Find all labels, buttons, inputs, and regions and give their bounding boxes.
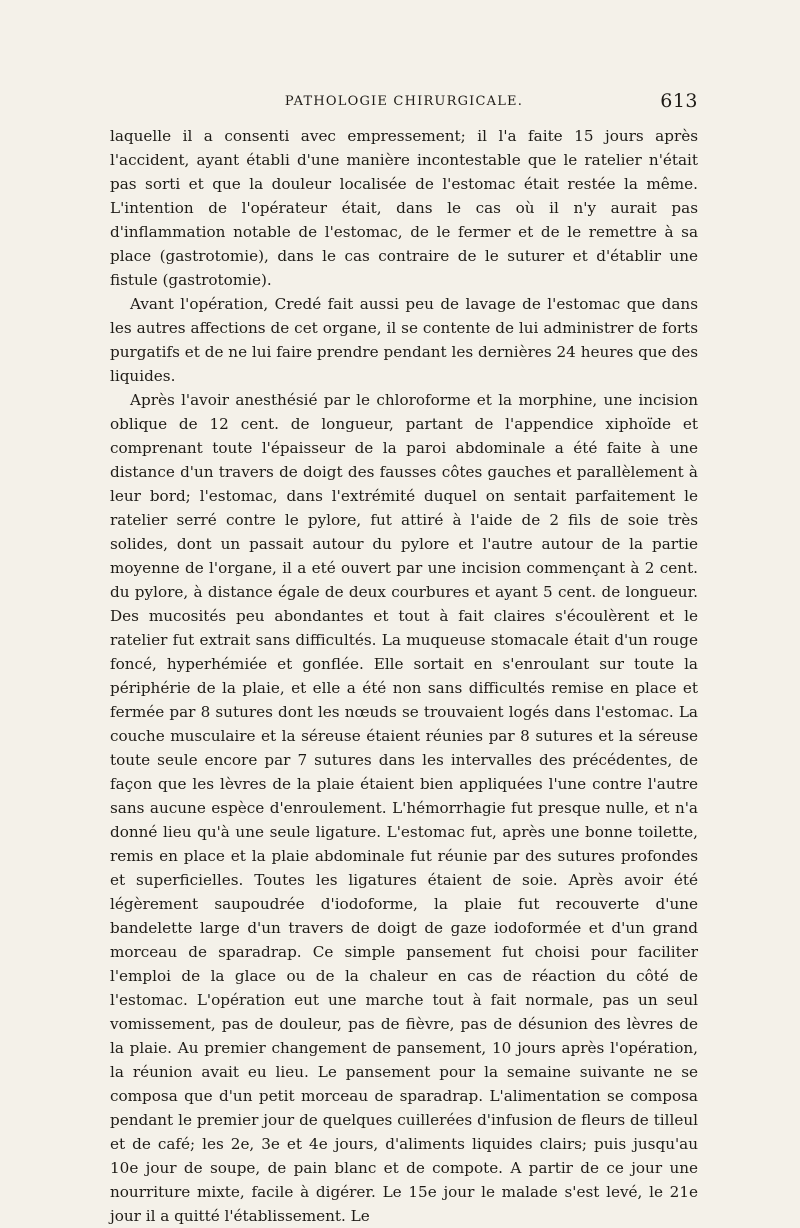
page-number: 613	[660, 90, 698, 112]
running-title: PATHOLOGIE CHIRURGICALE.	[284, 94, 524, 109]
book-page	[110, 92, 698, 1228]
paragraph: Avant l'opération, Credé fait aussi peu de lavage de l'estomac que dans les autres affections de cet organe, il se contente de lui administrer de forts purgatifs et de ne lui faire prendre pendant les dernières 24 heures que des liquides.	[110, 295, 698, 385]
paragraph: Après l'avoir anesthésié par le chloroforme et la morphine, une incision oblique de 12 cent. de longueur, partant de l'appendice xiphoïde et comprenant toute l'épaisseur de la paroi abdominale a été faite à une distance d'un travers de doigt des fausses côtes gauches et parallèlement à leur bord; l'estomac, dans l'extrémité duquel on sentait parfaitement le ratelier serré contre le pylore, fut attiré à l'aide de 2 fils de soie très solides, dont un passait autour du pylore et l'autre autour de la partie moyenne de l'organe, il a eté ouvert par une incision commençant à 2 cent. du pylore, à distance égale de deux courbures et ayant 5 cent. de longueur. Des mucosités peu abondantes et tout à fait claires s'écoulèrent et le ratelier fut extrait sans difficultés. La muqueuse stomacale était d'un rouge foncé, hyperhémiée et gonflée. Elle sortait en s'enroulant sur toute la périphérie de la plaie, et elle a été non sans difficultés remise en place et fermée par 8 sutures dont les nœuds se trouvaient logés dans l'estomac. La couche musculaire et la séreuse étaient réunies par 8 sutures et la séreuse toute seule encore par 7 sutures dans les intervalles des précédentes, de façon que les lèvres de la plaie étaient bien appliquées l'une contre l'autre sans aucune espèce d'enroulement. L'hémorrhagie fut presque nulle, et n'a donné lieu qu'à une seule ligature. L'estomac fut, après une bonne toilette, remis en place et la plaie abdominale fut réunie par des sutures profondes et superficielles. Toutes les ligatures étaient de soie. Après avoir été légèrement saupoudrée d'iodoforme, la plaie fut recouverte d'une bandelette large d'un travers de doigt de gaze iodoformée et d'un grand morceau de sparadrap. Ce simple pansement fut choisi pour faciliter l'emploi de la glace ou de la chaleur en cas de réaction du côté de l'estomac. L'opération eut une marche tout à fait normale, pas un seul vomissement, pas de douleur, pas de fièvre, pas de désunion des lèvres de la plaie. Au premier changement de pansement, 10 jours après l'opération, la réunion avait eu lieu. Le pansement pour la semaine suivante ne se composa que d'un petit morceau de sparadrap. L'alimentation se composa pendant le premier jour de quelques cuillerées d'infusion de fleurs de tilleul et de café; les 2e, 3e et 4e jours, d'aliments liquides clairs; puis jusqu'au 10e jour de soupe, de pain blanc et de compote. A partir de ce jour une nourriture mixte, facile à digérer. Le 15e jour le malade s'est levé, le 21e jour il a quitté l'établissement. Le	[110, 391, 698, 1225]
page-header	[110, 92, 698, 118]
paragraph: laquelle il a consenti avec empressement; il l'a faite 15 jours après l'accident, ayant établi d'une manière incontestable que le ratelier n'était pas sorti et que la douleur localisée de l'estomac était restée la même. L'intention de l'opérateur était, dans le cas où il n'y aurait pas d'inflammation notable de l'estomac, de le fermer et de le remettre à sa place (gastrotomie), dans le cas contraire de le suturer et d'établir une fistule (gastrotomie).	[110, 127, 698, 289]
body-text	[110, 124, 698, 1228]
